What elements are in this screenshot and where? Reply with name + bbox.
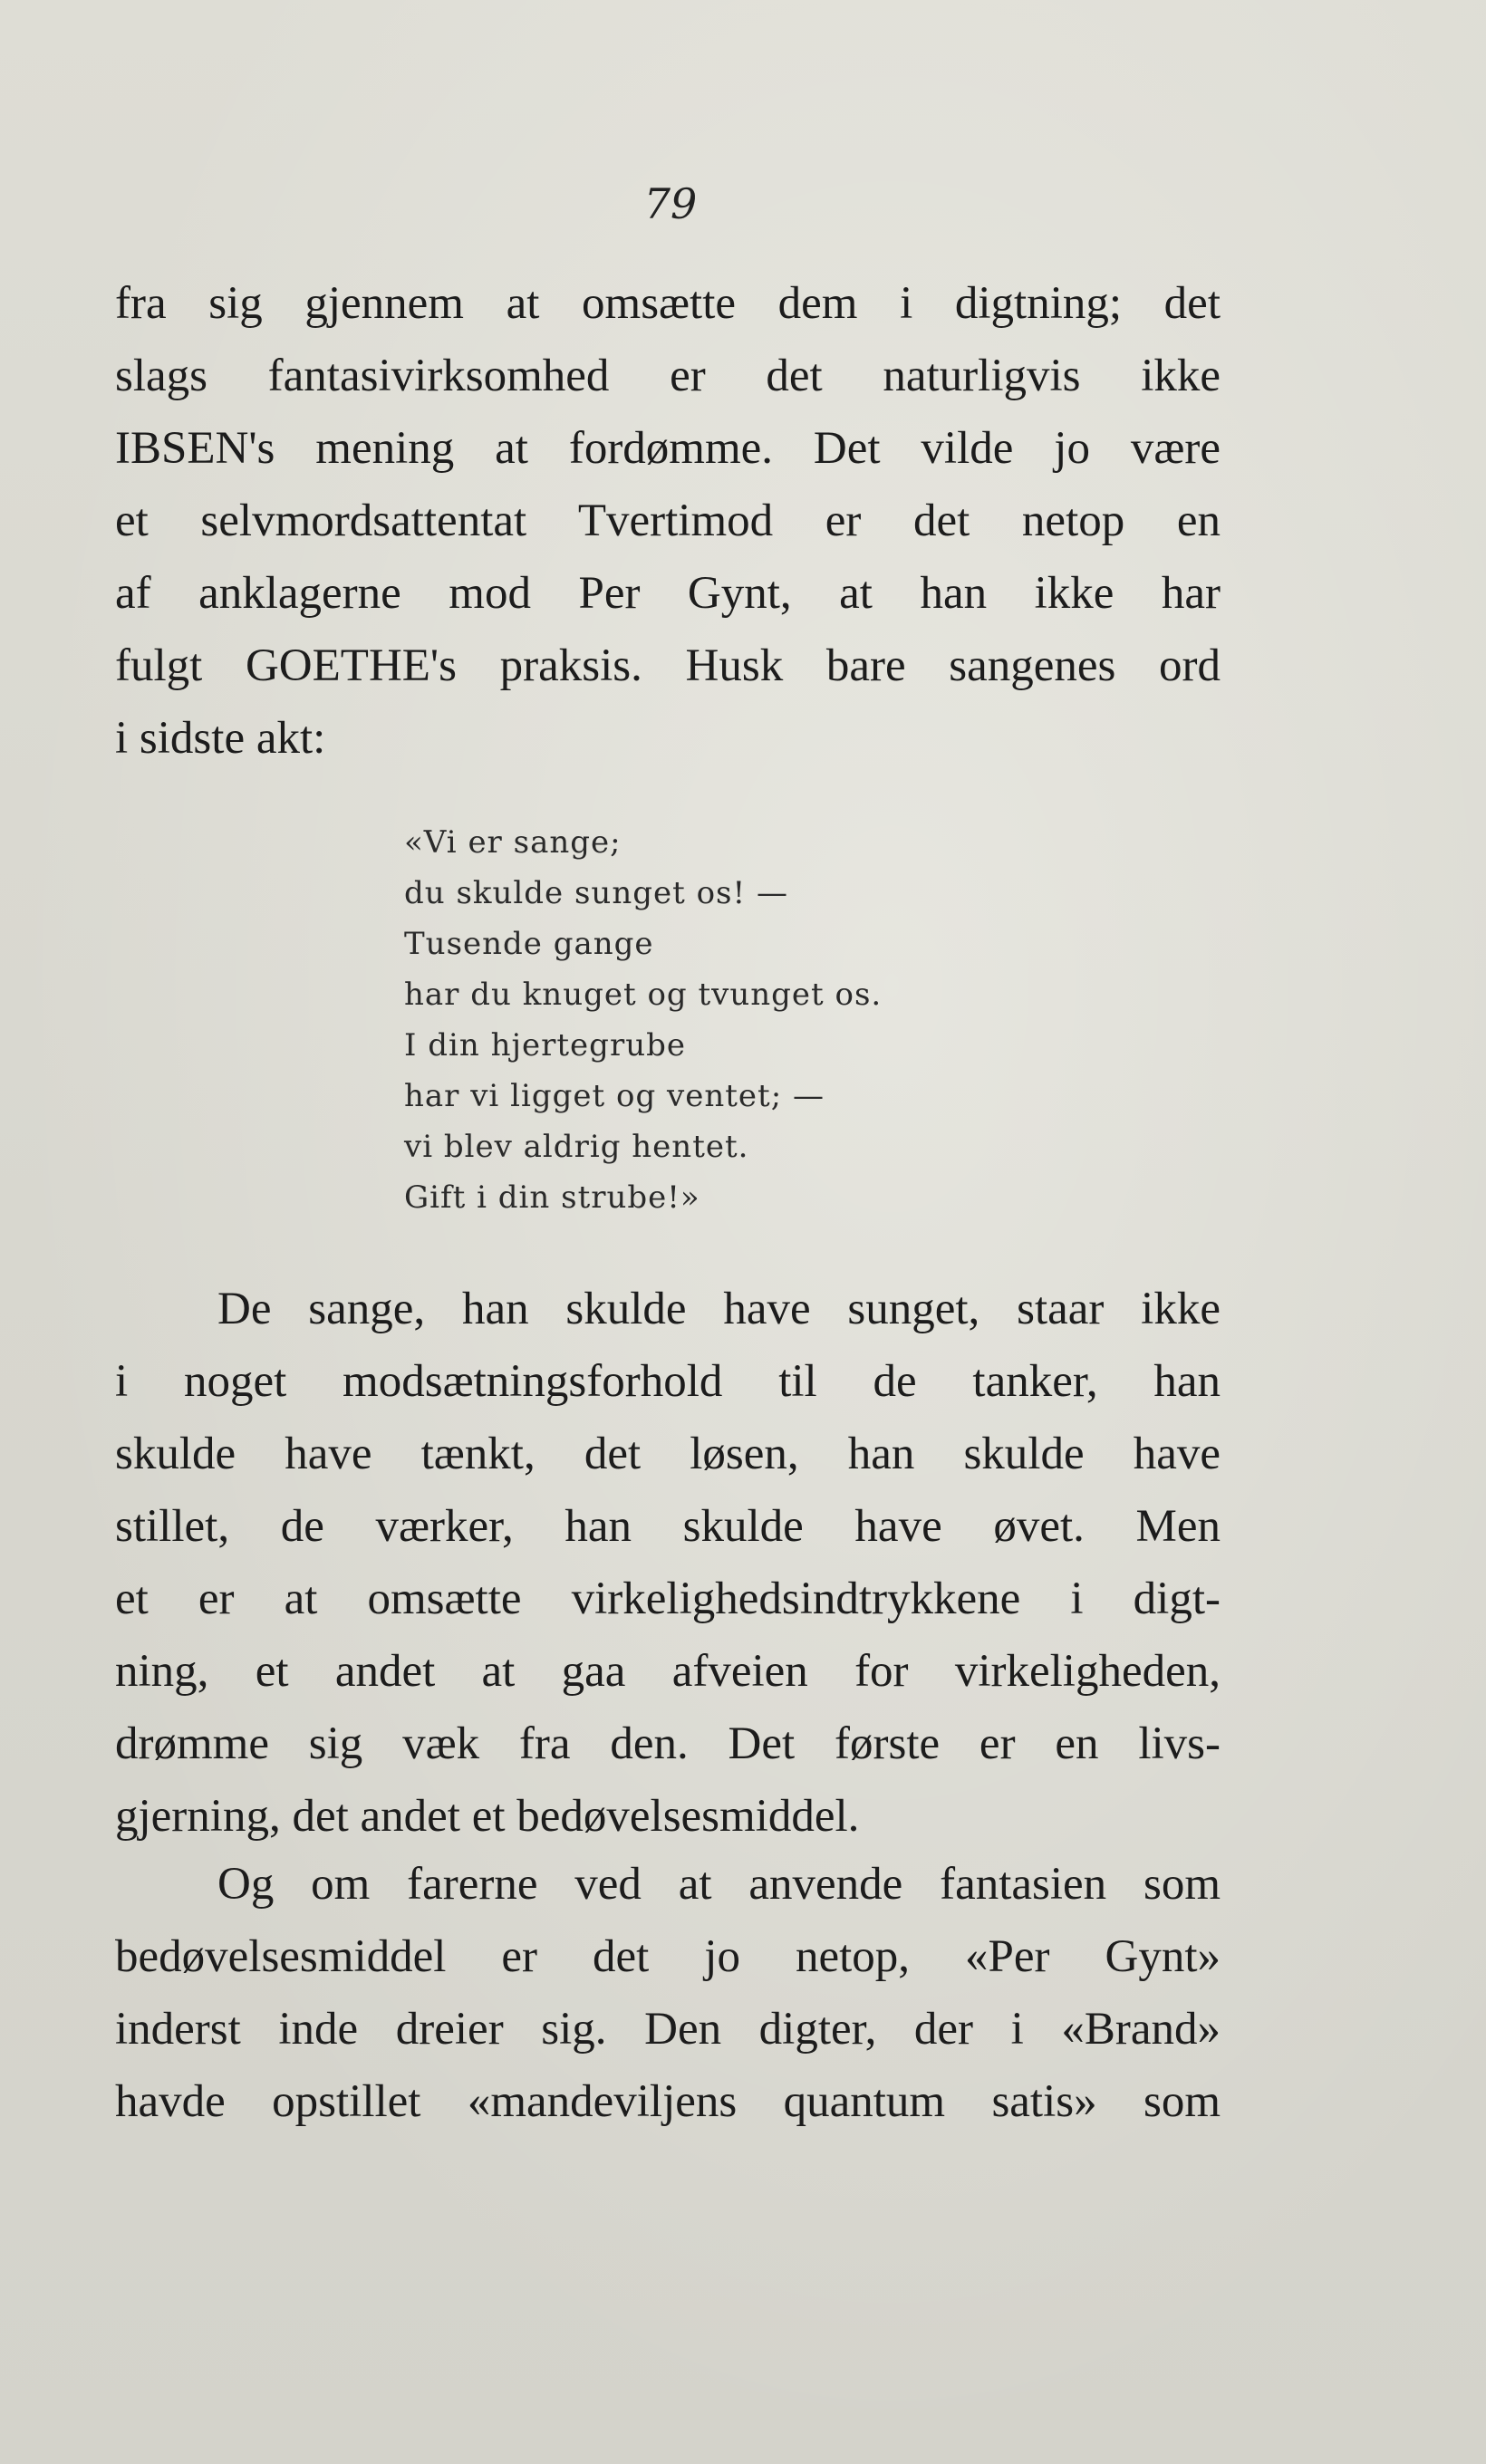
- verse-line: har du knuget og tvunget os.: [404, 977, 883, 1013]
- text-line: et er at omsætte virkelighedsindtrykkene i digt-: [115, 1574, 1221, 1624]
- text-line: i sidste akt:: [115, 713, 326, 764]
- text-line: fra sig gjennem at omsætte dem i digtning; det: [115, 278, 1221, 329]
- verse-line: har vi ligget og ventet; —: [404, 1078, 825, 1114]
- verse-line: I din hjertegrube: [404, 1027, 686, 1064]
- verse-line: du skulde sunget os! —: [404, 875, 788, 911]
- text-line: gjerning, det andet et bedøvelsesmiddel.: [115, 1791, 860, 1842]
- text-line: inderst inde dreier sig. Den digter, der i «Brand»: [115, 2004, 1221, 2055]
- text-line: et selvmordsattentat Tvertimod er det netop en: [115, 496, 1221, 546]
- text-line: De sange, han skulde have sunget, staar ikke: [217, 1284, 1221, 1334]
- text-line: ning, et andet at gaa afveien for virkeligheden,: [115, 1646, 1221, 1697]
- text-line: Og om farerne ved at anvende fantasien som: [217, 1859, 1221, 1910]
- verse-line: «Vi er sange;: [404, 824, 622, 861]
- text-line: IBSEN's mening at fordømme. Det vilde jo være: [115, 423, 1221, 474]
- verse-line: Gift i din strube!»: [404, 1179, 700, 1216]
- text-line: af anklagerne mod Per Gynt, at han ikke har: [115, 568, 1221, 619]
- text-line: stillet, de værker, han skulde have øvet. Men: [115, 1501, 1221, 1552]
- verse-line: vi blev aldrig hentet.: [404, 1129, 749, 1165]
- text-line: i noget modsætningsforhold til de tanker, han: [115, 1356, 1221, 1407]
- text-line: drømme sig væk fra den. Det første er en livs-: [115, 1718, 1221, 1769]
- verse-line: Tusende gange: [404, 926, 654, 962]
- text-line: bedøvelsesmiddel er det jo netop, «Per Gynt»: [115, 1931, 1221, 1982]
- text-line: slags fantasivirksomhed er det naturligvis ikke: [115, 351, 1221, 401]
- text-line: skulde have tænkt, det løsen, han skulde have: [115, 1429, 1221, 1479]
- text-line: havde opstillet «mandeviljens quantum satis» som: [115, 2076, 1221, 2127]
- page-number: 79: [643, 179, 698, 228]
- text-line: fulgt GOETHE's praksis. Husk bare sangenes ord: [115, 640, 1221, 691]
